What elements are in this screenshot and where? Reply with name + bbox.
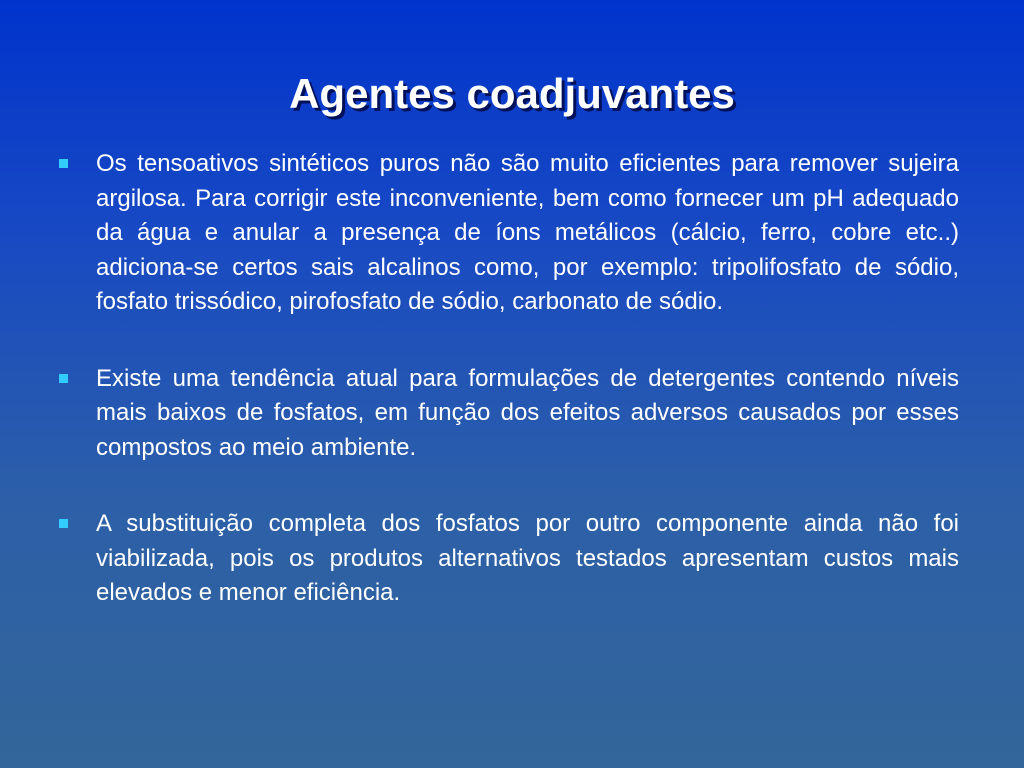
bullet-text: Existe uma tendência atual para formulações de detergentes contendo níveis mais baixos de fosfatos, em função dos efeitos adversos causados por esses compostos ao meio ambiente.: [96, 364, 959, 461]
bullet-item: [57, 147, 959, 320]
bullet-item: [57, 507, 959, 611]
bullet-text: A substituição completa dos fosfatos por outro componente ainda não foi viabilizada, pois os produtos alternativos testados apresentam custos mais elevados e menor eficiência.: [96, 510, 959, 606]
bullet-list: [57, 147, 959, 653]
square-bullet-icon: [59, 519, 68, 528]
bullet-text: Os tensoativos sintéticos puros não são muito eficientes para remover sujeira argilosa. Para corrigir este inconveniente, bem como fornecer um pH adequado da água e anular a presença de íons metálicos (cálcio, ferro, cobre etc..) adiciona-se certos sais alcalinos como, por exemplo: tripolifosfato de sódio, fosfato trissódico, pirofosfato de sódio, carbonato de sódio.: [96, 150, 959, 315]
square-bullet-icon: [59, 159, 68, 168]
bullet-item: [57, 362, 959, 466]
slide-title: Agentes coadjuvantes: [289, 70, 735, 117]
square-bullet-icon: [59, 374, 68, 383]
